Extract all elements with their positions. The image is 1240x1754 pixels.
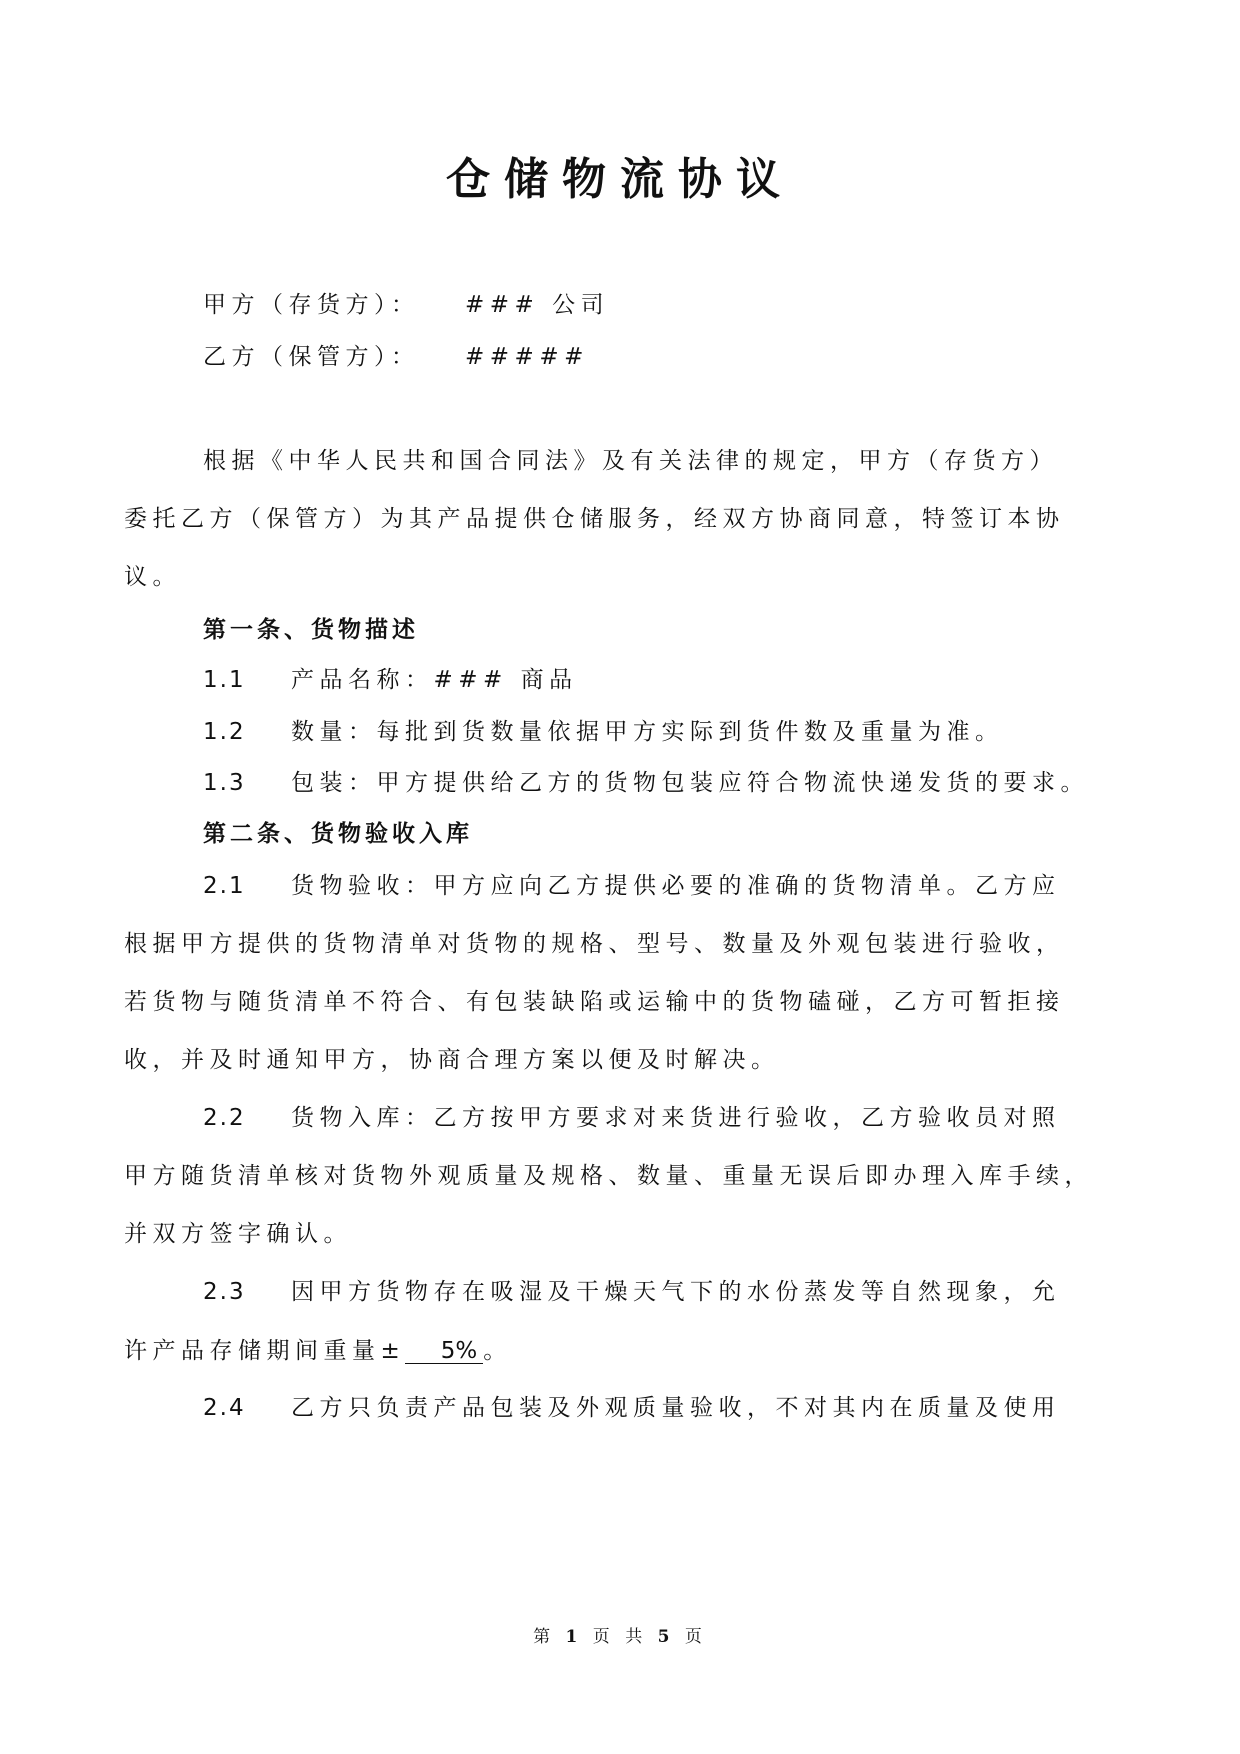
clause-number: 2.2 [203, 1105, 246, 1131]
clause-2-1-line-2: 根据甲方提供的货物清单对货物的规格、型号、数量及外观包装进行验收， [124, 931, 1065, 957]
clause-text: 产品名称：### 商品 [291, 667, 578, 693]
clause-1-3 [203, 772, 1089, 795]
clause-text: 乙方只负责产品包装及外观质量验收，不对其内在质量及使用 [291, 1395, 1061, 1421]
page-footer [0, 1622, 1240, 1647]
footer-total-pages: 5 [657, 1627, 675, 1647]
preamble-line-3: 议。 [124, 564, 181, 590]
clause-number: 2.4 [203, 1395, 246, 1421]
article-1-heading: 第一条、货物描述 [203, 617, 419, 643]
clause-number: 1.1 [203, 667, 246, 693]
clause-1-1 [203, 669, 578, 692]
clause-2-2-line-2: 甲方随货清单核对货物外观质量及规格、数量、重量无误后即办理入库手续， [124, 1163, 1093, 1189]
party-a-value: ### 公司 [465, 292, 610, 318]
footer-suffix: 页 [684, 1627, 707, 1647]
clause-2-2-line-1 [203, 1107, 1061, 1130]
clause-text: 因甲方货物存在吸湿及干燥天气下的水份蒸发等自然现象，允 [291, 1279, 1061, 1305]
clause-2-1-line-3: 若货物与随货清单不符合、有包装缺陷或运输中的货物磕碰，乙方可暂拒接 [124, 989, 1065, 1015]
clause-number: 1.3 [203, 770, 246, 796]
clause-2-3-line-2 [124, 1339, 512, 1364]
clause-1-2 [203, 721, 1004, 744]
party-b-line [203, 346, 589, 369]
clause-number: 2.1 [203, 873, 246, 899]
clause-text: 包装：甲方提供给乙方的货物包装应符合物流快递发货的要求。 [291, 770, 1089, 796]
weight-tolerance-blank: 5% [405, 1339, 483, 1364]
clause-2-4-line-1 [203, 1397, 1061, 1420]
footer-middle: 页 共 [592, 1627, 648, 1647]
preamble-line-1: 根据《中华人民共和国合同法》及有关法律的规定，甲方（存货方） [203, 448, 1058, 474]
party-b-value: ##### [465, 344, 589, 370]
clause-2-1-line-4: 收，并及时通知甲方，协商合理方案以便及时解决。 [124, 1047, 780, 1073]
clause-text: 货物入库：乙方按甲方要求对来货进行验收，乙方验收员对照 [291, 1105, 1061, 1131]
clause-text: 数量：每批到货数量依据甲方实际到货件数及重量为准。 [291, 719, 1004, 745]
clause-text-end: 。 [483, 1338, 512, 1364]
clause-2-1-line-1 [203, 875, 1061, 898]
footer-page-number: 1 [565, 1627, 583, 1647]
clause-text: 许产品存储期间重量± [124, 1338, 406, 1364]
document-title: 仓储物流协议 [446, 154, 794, 205]
footer-prefix: 第 [533, 1627, 556, 1647]
clause-2-3-line-1 [203, 1281, 1061, 1304]
clause-2-2-line-3: 并双方签字确认。 [124, 1221, 352, 1247]
party-a-line [203, 294, 609, 317]
article-2-heading: 第二条、货物验收入库 [203, 821, 473, 847]
party-b-label: 乙方（保管方）： [203, 344, 420, 370]
party-a-label: 甲方（存货方）： [203, 292, 420, 318]
clause-number: 2.3 [203, 1279, 246, 1305]
clause-text: 货物验收：甲方应向乙方提供必要的准确的货物清单。乙方应 [291, 873, 1061, 899]
preamble-line-2: 委托乙方（保管方）为其产品提供仓储服务，经双方协商同意，特签订本协 [124, 506, 1065, 532]
clause-number: 1.2 [203, 719, 246, 745]
